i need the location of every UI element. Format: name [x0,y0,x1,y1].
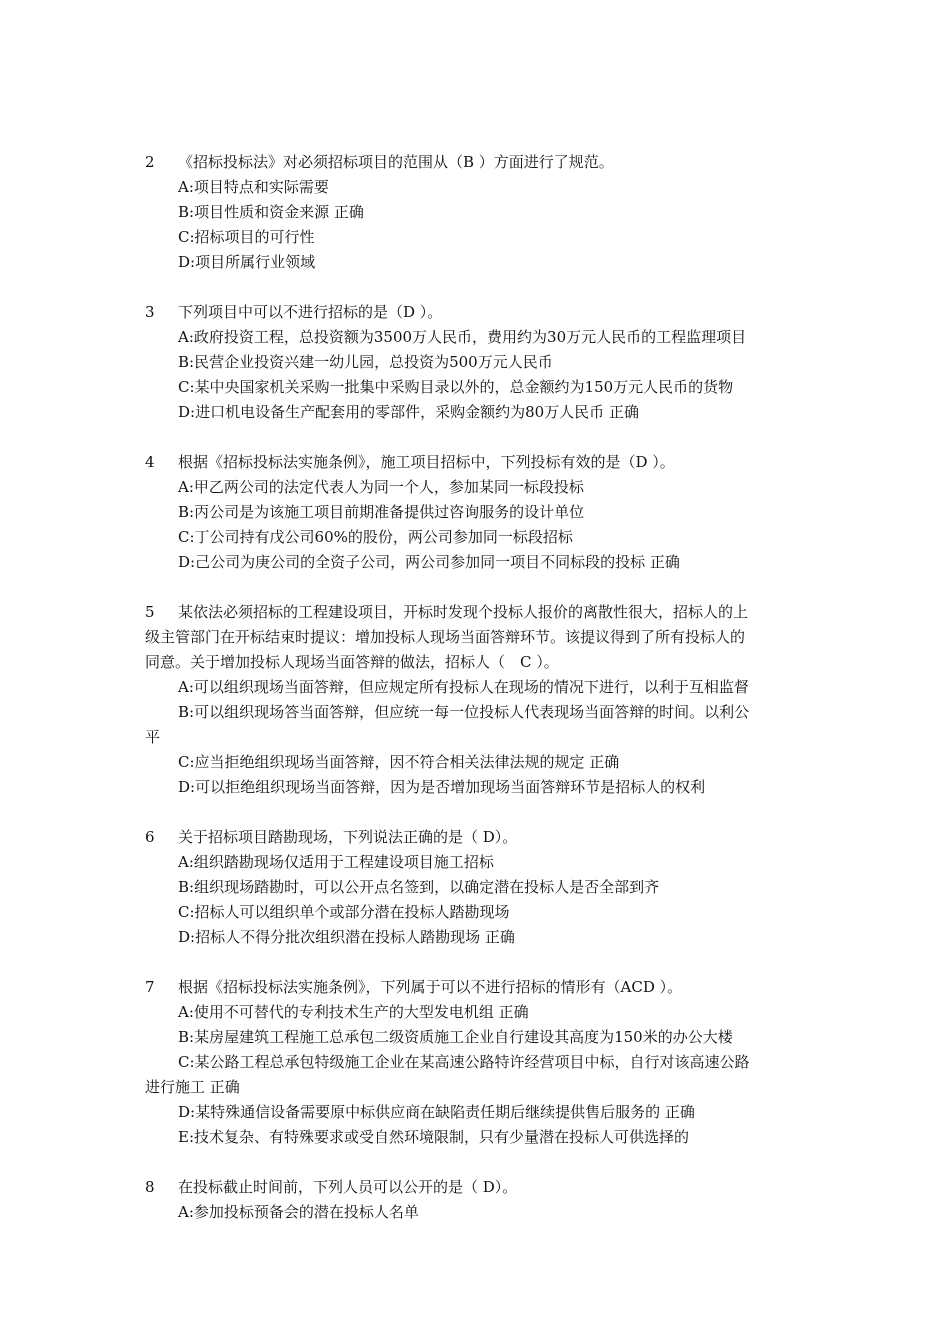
question-5 [145,600,810,800]
option-a: A:项目特点和实际需要 [178,178,329,196]
question-3 [145,300,810,425]
option-d: D:某特殊通信设备需要原中标供应商在缺陷责任期后继续提供售后服务的 正确 [178,1103,695,1121]
question-text: 下列项目中可以不进行招标的是（D ）。 [178,303,443,321]
question-8 [145,1175,810,1225]
question-number: 4 [145,453,155,471]
option-b: B:项目性质和资金来源 正确 [178,203,364,221]
option-a: A:甲乙两公司的法定代表人为同一个人，参加某同一标段投标 [178,478,584,496]
option-c: C:招标人可以组织单个或部分潜在投标人踏勘现场 [178,903,510,921]
question-number: 2 [145,153,155,171]
question-text: 在投标截止时间前，下列人员可以公开的是（ D）。 [178,1178,518,1196]
question-number: 8 [145,1178,155,1196]
option-c: C:丁公司持有戊公司60%的股份，两公司参加同一标段招标 [178,528,573,546]
option-e: E:技术复杂、有特殊要求或受自然环境限制，只有少量潜在投标人可供选择的 [178,1128,690,1146]
option-a: A:可以组织现场当面答辩，但应规定所有投标人在现场的情况下进行，以利于互相监督 [178,678,749,696]
question-7 [145,975,810,1150]
question-number: 7 [145,978,155,996]
document-page [145,150,810,1250]
question-number: 5 [145,603,155,621]
option-d: D:招标人不得分批次组织潜在投标人踏勘现场 正确 [178,928,515,946]
question-text: 关于招标项目踏勘现场，下列说法正确的是（ D）。 [178,828,518,846]
question-stem-line-2: 级主管部门在开标结束时提议：增加投标人现场当面答辩环节。该提议得到了所有投标人的 [145,628,746,646]
question-text: 根据《招标投标法实施条例》，下列属于可以不进行招标的情形有（ACD ）。 [178,978,683,996]
question-stem [145,450,810,475]
option-b: B:某房屋建筑工程施工总承包二级资质施工企业自行建设其高度为150米的办公大楼 [178,1028,733,1046]
question-stem [145,1175,810,1200]
option-b-line-2: 平 [145,728,161,746]
question-number: 6 [145,828,155,846]
option-a: A:组织踏勘现场仅适用于工程建设项目施工招标 [178,853,494,871]
option-a: A:政府投资工程，总投资额为3500万人民币，费用约为30万元人民币的工程监理项目 [178,328,747,346]
question-6 [145,825,810,950]
option-b: B:组织现场踏勘时，可以公开点名签到，以确定潜在投标人是否全部到齐 [178,878,660,896]
option-b: B:民营企业投资兴建一幼儿园，总投资为500万元人民币 [178,353,553,371]
option-d: D:进口机电设备生产配套用的零部件，采购金额约为80万人民币 正确 [178,403,639,421]
option-c: C:招标项目的可行性 [178,228,315,246]
option-d: D:可以拒绝组织现场当面答辩，因为是否增加现场当面答辩环节是招标人的权利 [178,778,706,796]
question-2 [145,150,810,275]
question-stem [145,825,810,850]
question-stem [145,300,810,325]
option-b-line-1: B:可以组织现场答当面答辩，但应统一每一位投标人代表现场当面答辩的时间。以利公 [178,703,750,721]
option-c-line-2: 进行施工 正确 [145,1078,240,1096]
question-stem-line-1 [145,600,810,625]
option-a: A:使用不可替代的专利技术生产的大型发电机组 正确 [178,1003,529,1021]
question-4 [145,450,810,575]
option-c-line-1: C:某公路工程总承包特级施工企业在某高速公路特许经营项目中标，自行对该高速公路 [178,1053,750,1071]
question-text: 《招标投标法》对必须招标项目的范围从（B ）方面进行了规范。 [178,153,614,171]
question-stem-line-3: 同意。关于增加投标人现场当面答辩的做法，招标人（ C ）。 [145,653,559,671]
question-text: 根据《招标投标法实施条例》，施工项目招标中，下列投标有效的是（D ）。 [178,453,675,471]
question-text: 某依法必须招标的工程建设项目，开标时发现个投标人报价的离散性很大，招标人的上 [178,603,749,621]
option-a: A:参加投标预备会的潜在投标人名单 [178,1203,419,1221]
option-c: C:应当拒绝组织现场当面答辩，因不符合相关法律法规的规定 正确 [178,753,620,771]
question-stem [145,975,810,1000]
option-b: B:丙公司是为该施工项目前期准备提供过咨询服务的设计单位 [178,503,585,521]
option-d: D:项目所属行业领域 [178,253,316,271]
question-stem [145,150,810,175]
question-number: 3 [145,303,155,321]
option-c: C:某中央国家机关采购一批集中采购目录以外的，总金额约为150万元人民币的货物 [178,378,734,396]
option-d: D:己公司为庚公司的全资子公司，两公司参加同一项目不同标段的投标 正确 [178,553,680,571]
